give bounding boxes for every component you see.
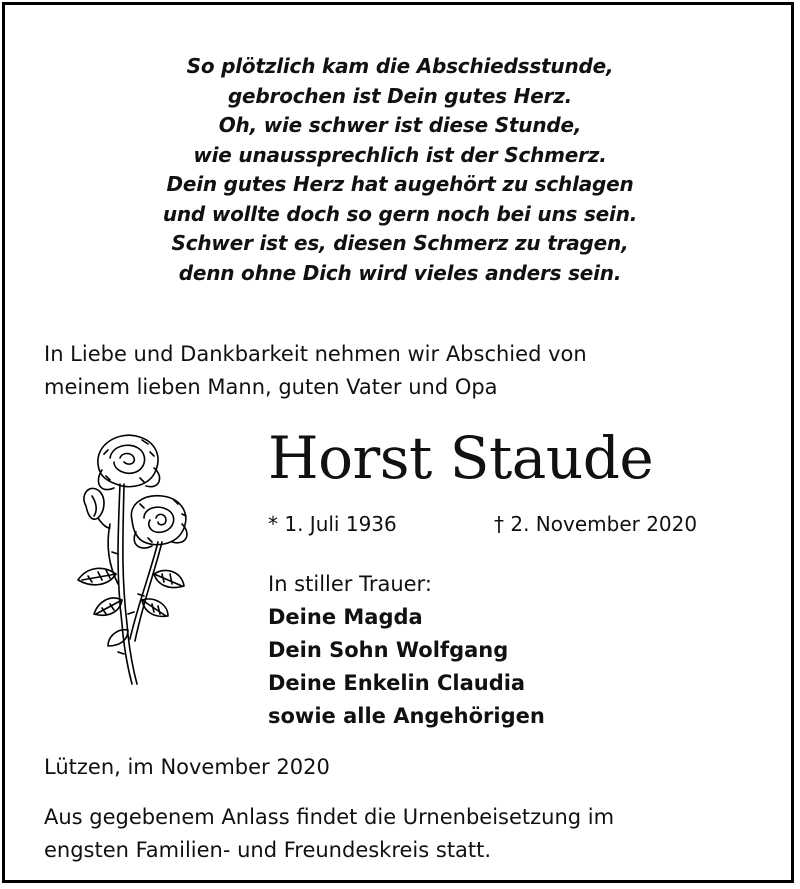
mourners-heading: In stiller Trauer: [268,572,432,596]
poem-line: wie unaussprechlich ist der Schmerz. [193,142,607,167]
poem-line: So plötzlich kam die Abschiedsstunde, [186,54,614,78]
poem-line: Dein gutes Herz hat augehört zu schlagen [166,172,634,196]
deceased-name: Horst Staude [268,424,654,492]
poem-line: und wollte doch so gern noch bei uns sein. [162,201,638,226]
mourner-name: sowie alle Angehörigen [268,704,545,728]
burial-note-line-2: engsten Familien- und Freundeskreis statt. [44,838,492,862]
poem-line: gebrochen ist Dein gutes Herz. [227,83,573,108]
poem [0,52,800,288]
intro-text [44,338,587,404]
burial-note-line-1: Aus gegebenem Anlass findet die Urnenbeisetzung im [44,805,615,829]
mourner-name: Dein Sohn Wolfgang [268,638,509,662]
poem-line: denn ohne Dich wird vieles anders sein. [178,260,622,285]
poem-line: Oh, wie schwer ist diese Stunde, [218,113,582,137]
mourner-name: Deine Magda [268,605,423,629]
mourner-name: Deine Enkelin Claudia [268,671,526,695]
death-date: † 2. November 2020 [494,512,698,536]
poem-line: Schwer ist es, diesen Schmerz zu tragen, [171,231,629,255]
rose-icon [58,424,208,686]
intro-line-1: In Liebe und Dankbarkeit nehmen wir Abschied von [44,342,587,366]
mourners-block [268,568,545,733]
birth-date: * 1. Juli 1936 [268,512,397,536]
place-date: Lützen, im November 2020 [44,755,330,779]
burial-note [44,801,614,867]
intro-line-2: meinem lieben Mann, guten Vater und Opa [44,375,498,399]
